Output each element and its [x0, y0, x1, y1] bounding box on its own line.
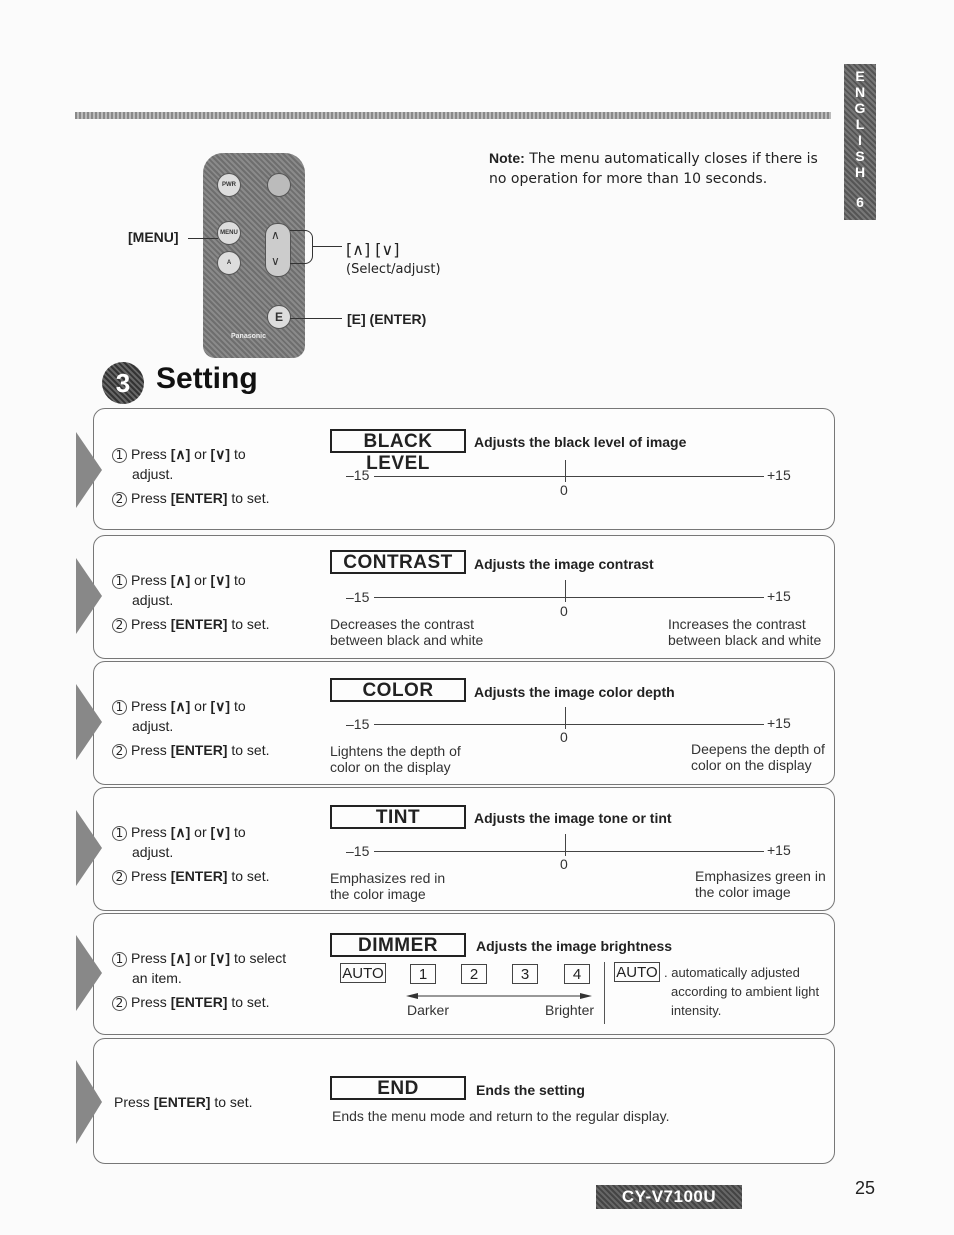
updown-leader-line [312, 246, 342, 247]
step-text: Press [131, 824, 167, 840]
up-key: [∧] [170, 446, 191, 462]
step-text: to set. [231, 742, 270, 758]
step-arrow-icon [76, 935, 102, 1011]
step-text: to set. [231, 994, 270, 1010]
scale-min: –15 [346, 589, 370, 605]
scale-line [374, 724, 764, 725]
menu-button-icon: MENU [217, 221, 241, 245]
dimmer-option-auto: AUTO [340, 963, 386, 983]
scale-line [374, 851, 764, 852]
enter-key: [ENTER] [170, 616, 228, 632]
scale-zero: 0 [560, 856, 568, 872]
step-number: 1 [112, 826, 127, 841]
step-text: or [194, 698, 207, 714]
note-line: Emphasizes red in [330, 870, 446, 886]
color-steps [112, 696, 312, 760]
up-key: [∧] [170, 698, 191, 714]
note-line: between black and white [330, 632, 484, 648]
step-text: Press [131, 868, 167, 884]
step-text: or [194, 446, 207, 462]
step-text: adjust. [132, 844, 174, 860]
scale-center-tick [565, 580, 566, 602]
enter-leader-line [290, 318, 342, 319]
step-number: 1 [112, 700, 127, 715]
section-number-icon: 3 [102, 362, 144, 404]
enter-key: [ENTER] [170, 490, 228, 506]
tint-label: TINT [330, 805, 466, 829]
note-line: the color image [330, 886, 426, 902]
step-text: or [194, 824, 207, 840]
note-body: The menu automatically closes if there is no operation for more than 10 seconds. [489, 151, 818, 187]
down-key: [∨] [210, 698, 231, 714]
brightness-arrow-icon [406, 988, 592, 998]
scale-zero: 0 [560, 482, 568, 498]
contrast-steps [112, 570, 312, 634]
note-line: the color image [695, 884, 791, 900]
section-title: Setting [156, 362, 258, 395]
step-text: Press [131, 742, 167, 758]
color-right-note [691, 741, 825, 773]
step-number: 2 [112, 492, 127, 507]
chevron-down-icon: ∨ [271, 254, 280, 268]
auto-legend-note [664, 963, 819, 1020]
tab-letter: I [858, 132, 862, 148]
color-label: COLOR [330, 678, 466, 702]
up-key: [∧] [170, 572, 191, 588]
step-number: 2 [112, 996, 127, 1011]
step-arrow-icon [76, 1060, 102, 1144]
note-text [489, 148, 834, 189]
note-line: color on the display [330, 759, 451, 775]
step-text: Press [131, 616, 167, 632]
tab-page-number: 6 [856, 194, 864, 210]
dimmer-label: DIMMER [330, 933, 466, 957]
menu-leader-line [188, 238, 218, 239]
note-line: Deepens the depth of [691, 741, 825, 757]
tint-right-note [695, 868, 826, 900]
enter-button-icon: E [267, 305, 291, 329]
step-text: Press [131, 490, 167, 506]
note-line: according to ambient light [671, 984, 820, 999]
dimmer-option-1: 1 [410, 964, 436, 984]
step-text: Press [131, 698, 167, 714]
note-line: Decreases the contrast [330, 616, 474, 632]
up-key: [∧] [170, 824, 191, 840]
step-text: to set. [231, 490, 270, 506]
updown-sub-callout: (Select/adjust) [346, 262, 441, 277]
step-text: to [233, 446, 246, 462]
down-key: [∨] [210, 446, 231, 462]
step-text: adjust. [132, 466, 174, 482]
step-text: Press [131, 994, 167, 1010]
a-button-icon: A [217, 251, 241, 275]
step-text: Press [114, 1094, 150, 1110]
down-key: [∨] [210, 950, 231, 966]
note-line: Increases the contrast [668, 616, 806, 632]
scale-zero: 0 [560, 603, 568, 619]
menu-callout: [MENU] [128, 229, 179, 245]
updown-callout: [∧] [∨] [346, 240, 400, 259]
end-text: Ends the menu mode and return to the regular display. [332, 1108, 670, 1124]
step-number: 1 [112, 952, 127, 967]
end-desc: Ends the setting [476, 1082, 585, 1098]
tint-desc: Adjusts the image tone or tint [474, 810, 672, 826]
step-text: or [194, 572, 207, 588]
scale-zero: 0 [560, 729, 568, 745]
black-level-desc: Adjusts the black level of image [474, 434, 687, 450]
scale-max: +15 [767, 715, 791, 731]
step-arrow-icon [76, 684, 102, 760]
tab-letter: S [855, 148, 865, 164]
step-number: 2 [112, 870, 127, 885]
step-text: an item. [132, 970, 182, 986]
contrast-label: CONTRAST [330, 550, 466, 574]
dimmer-desc: Adjusts the image brightness [476, 938, 673, 954]
tint-steps [112, 822, 312, 886]
note-line: Lightens the depth of [330, 743, 461, 759]
scale-center-tick [565, 834, 566, 856]
contrast-desc: Adjusts the image contrast [474, 556, 654, 572]
step-text: Press [131, 950, 167, 966]
step-text: to [233, 572, 246, 588]
color-left-note [330, 743, 461, 775]
step-text: adjust. [132, 718, 174, 734]
step-arrow-icon [76, 558, 102, 634]
step-number: 2 [112, 618, 127, 633]
enter-key: [ENTER] [170, 868, 228, 884]
dimmer-option-3: 3 [512, 964, 538, 984]
note-line: Emphasizes green in [695, 868, 826, 884]
up-key: [∧] [170, 950, 191, 966]
scale-line [374, 597, 764, 598]
end-label: END [330, 1076, 466, 1100]
contrast-right-note [668, 616, 821, 648]
darker-label: Darker [407, 1002, 450, 1018]
step-number: 2 [112, 744, 127, 759]
auto-legend-box: AUTO [614, 962, 660, 982]
end-steps [114, 1092, 253, 1112]
contrast-left-note [330, 616, 483, 648]
note-line: color on the display [691, 757, 812, 773]
step-text: to set. [231, 616, 270, 632]
step-text: to set. [231, 868, 270, 884]
step-text: Press [131, 572, 167, 588]
scale-min: –15 [346, 716, 370, 732]
enter-key: [ENTER] [170, 994, 228, 1010]
step-text: to [233, 698, 246, 714]
power-button-icon: PWR [217, 173, 241, 197]
scale-line [374, 476, 764, 477]
scale-max: +15 [767, 467, 791, 483]
note-line: between black and white [668, 632, 822, 648]
dimmer-divider [604, 962, 605, 1024]
language-tab [844, 64, 876, 220]
tab-letter: E [855, 68, 865, 84]
note-line: . automatically adjusted [664, 965, 800, 980]
dimmer-option-2: 2 [461, 964, 487, 984]
scale-center-tick [565, 460, 566, 482]
tab-letter: L [855, 116, 865, 132]
step-text: to [233, 824, 246, 840]
model-badge: CY-V7100U [596, 1185, 742, 1209]
dimmer-option-4: 4 [564, 964, 590, 984]
enter-key: [ENTER] [153, 1094, 211, 1110]
scale-max: +15 [767, 842, 791, 858]
chevron-up-icon: ∧ [271, 228, 280, 242]
step-text: Press [131, 446, 167, 462]
updown-bracket [290, 230, 313, 264]
brighter-label: Brighter [545, 1002, 595, 1018]
step-arrow-icon [76, 432, 102, 508]
scale-center-tick [565, 707, 566, 729]
scale-max: +15 [767, 588, 791, 604]
vol-rocker-icon [265, 223, 291, 277]
step-arrow-icon [76, 810, 102, 886]
note-line: intensity. [671, 1003, 722, 1018]
scale-min: –15 [346, 843, 370, 859]
step-number: 1 [112, 448, 127, 463]
step-number: 1 [112, 574, 127, 589]
scale-min: –15 [346, 467, 370, 483]
dimmer-steps [112, 948, 327, 1012]
down-key: [∨] [210, 824, 231, 840]
enter-key: [ENTER] [170, 742, 228, 758]
step-text: to select [233, 950, 287, 966]
black-level-label: BLACK LEVEL [330, 429, 466, 453]
round-button-icon [267, 173, 291, 197]
tab-letter: H [854, 164, 866, 180]
brand-logo: Panasonic [231, 333, 267, 340]
page-number: 25 [855, 1178, 876, 1198]
step-text: to set. [214, 1094, 253, 1110]
tab-letter: N [854, 84, 866, 100]
tab-letter: G [854, 100, 866, 116]
tint-left-note [330, 870, 445, 902]
color-desc: Adjusts the image color depth [474, 684, 675, 700]
header-rule [75, 112, 831, 119]
note-label: Note: [489, 150, 525, 166]
down-key: [∨] [210, 572, 231, 588]
step-text: or [194, 950, 207, 966]
enter-callout: [E] (ENTER) [347, 311, 427, 327]
step-text: adjust. [132, 592, 174, 608]
black-level-steps [112, 444, 312, 508]
